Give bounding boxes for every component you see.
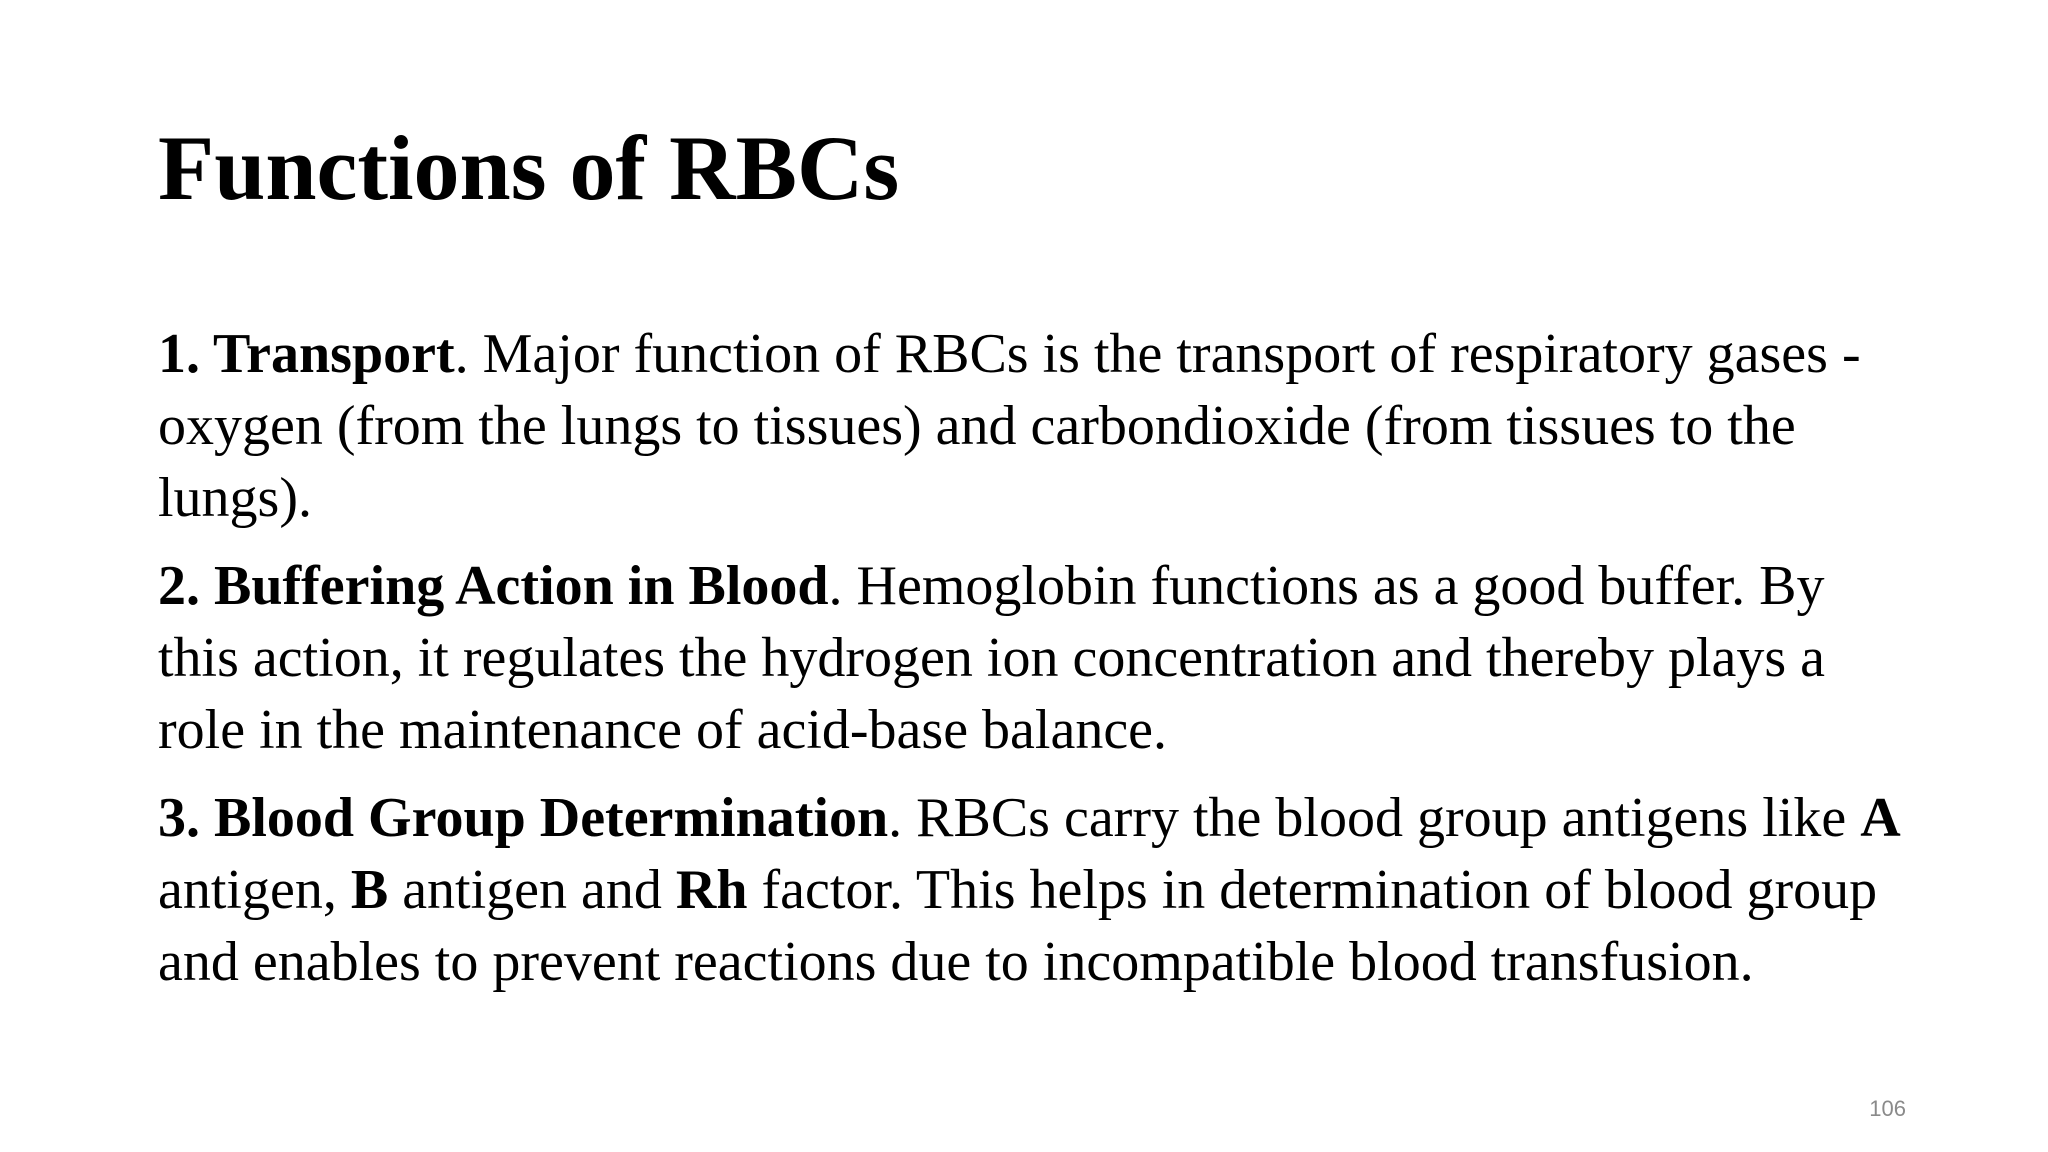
function-text: factor. This helps in determination of blood group and enables to prevent reactions due to incompatible blood transfusion. [158,859,1878,993]
function-text: . Major function of RBCs is the transport of respiratory gases - oxygen (from the lungs to tissues) and carbondioxide (from tissues to the lungs). [158,323,1861,529]
antigen-b-term: B [350,859,389,921]
function-text: antigen, [158,859,351,921]
function-heading: 3. Blood Group Determination [158,787,889,849]
rh-factor-term: Rh [675,859,748,921]
function-heading: 1. Transport [158,323,455,385]
function-text: . RBCs carry the blood group antigens like [888,787,1861,849]
page-number: 106 [1869,1096,1906,1121]
function-heading: 2. Buffering Action in Blood [158,555,829,617]
function-buffering [158,550,1908,766]
slide-title: Functions of RBCs [158,117,900,219]
slide-body [158,318,1908,1014]
function-text: . Hemoglobin functions as a good buffer. By this action, it regulates the hydrogen ion concentration and thereby plays a role in the maintenance of acid-base balance. [158,555,1826,761]
function-text: antigen and [388,859,676,921]
function-blood-group [158,782,1908,998]
function-transport [158,318,1908,534]
antigen-a-term: A [1860,787,1901,849]
